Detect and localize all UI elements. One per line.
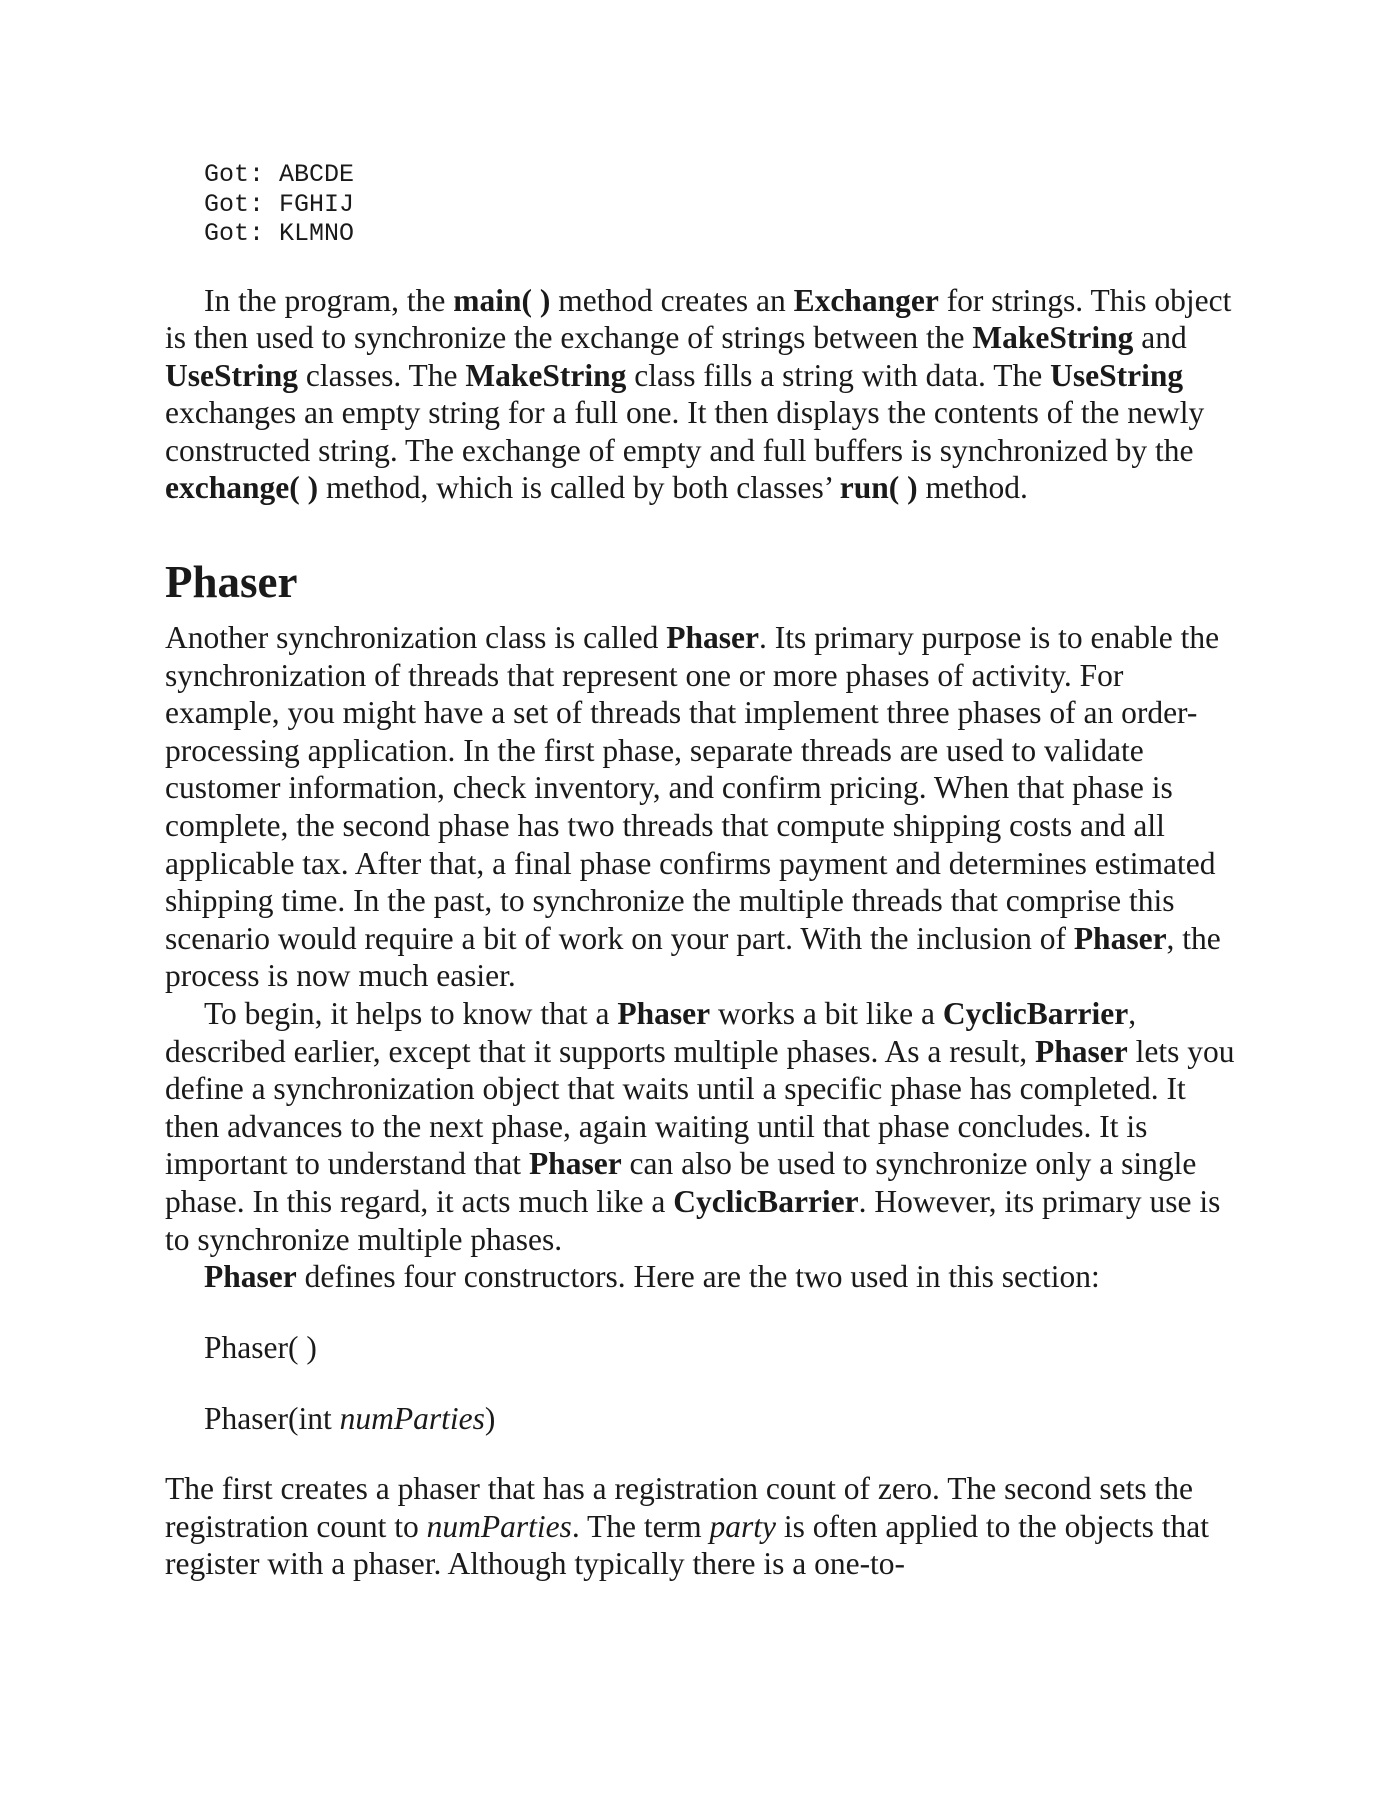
output-line: Got: FGHIJ <box>204 189 355 219</box>
paragraph-phaser-intro: Another synchronization class is called Phaser. Its primary purpose is to enable the synchronization of threads that represent one or more phases of activity. For example, you might have a set of threads that implement three phases of an order-processing application. In the first phase, separate threads are used to validate customer information, check inventory, and confirm pricing. When that phase is complete, the second phase has two threads that compute shipping costs and all applicable tax. After that, a final phase confirms payment and determines estimated shipping time. In the past, to synchronize the multiple threads that comprise this scenario would require a bit of work on your part. With the inclusion of Phaser, the process is now much easier. <box>165 620 1221 994</box>
output-line: Got: ABCDE <box>204 160 355 189</box>
constructor-signature: Phaser(int numParties) <box>204 1401 496 1437</box>
code-term: run( ) <box>839 470 918 506</box>
parameter-name: numParties <box>426 1508 572 1544</box>
code-term: Exchanger <box>793 282 939 318</box>
paragraph-constructors: Phaser defines four constructors. Here are the two used in this section: <box>204 1259 1100 1295</box>
code-term: Phaser <box>617 996 711 1031</box>
code-term: exchange( ) <box>165 470 319 506</box>
code-term: MakeString <box>465 357 627 393</box>
code-term: Phaser <box>1035 1033 1128 1069</box>
paragraph-constructor-explanation: The first creates a phaser that has a registration count of zero. The second sets the registration count to numParties. The term party is often applied to the objects that register with a phaser. Although typically there is a one-to- <box>165 1470 1209 1582</box>
code-term: Phaser <box>1073 920 1167 956</box>
paragraph-exchanger-explanation: In the program, the main( ) method creates an Exchanger for strings. This object is then used to synchronize the exchange of strings between the MakeString and UseString classes. The MakeString class fills a string with data. The UseString exchanges an empty string for a full one. It then displays the contents of the newly constructed string. The exchange of empty and full buffers is synchronized by the exchange( ) method, which is called by both classes’ run( ) method. <box>165 282 1232 506</box>
code-term: Phaser <box>204 1259 297 1295</box>
code-term: UseString <box>165 357 298 393</box>
output-line: Got: KLMNO <box>204 219 355 248</box>
section-heading: Phaser <box>165 557 298 608</box>
code-term: Phaser <box>666 620 759 656</box>
program-output <box>165 160 1245 249</box>
term: party <box>709 1508 776 1544</box>
code-term: CyclicBarrier <box>673 1183 859 1219</box>
book-page <box>165 160 1245 1583</box>
parameter-name: numParties <box>339 1401 485 1437</box>
code-term: MakeString <box>972 320 1134 356</box>
code-term: Phaser <box>528 1146 622 1182</box>
constructor-signature: Phaser( ) <box>204 1329 317 1365</box>
code-term: CyclicBarrier <box>942 996 1129 1031</box>
paragraph-phaser-phases: To begin, it helps to know that a Phaser works a bit like a CyclicBarrier, described earlier, except that it supports multiple phases. As a result, Phaser lets you define a synchronization object that waits until a specific phase has completed. It then advances to the next phase, again waiting until that phase concludes. It is important to understand that Phaser can also be used to synchronize only a single phase. In this regard, it acts much like a CyclicBarrier. However, its primary use is to synchronize multiple phases. <box>165 996 1235 1257</box>
code-term: main( ) <box>453 282 551 318</box>
code-term: UseString <box>1050 357 1184 393</box>
